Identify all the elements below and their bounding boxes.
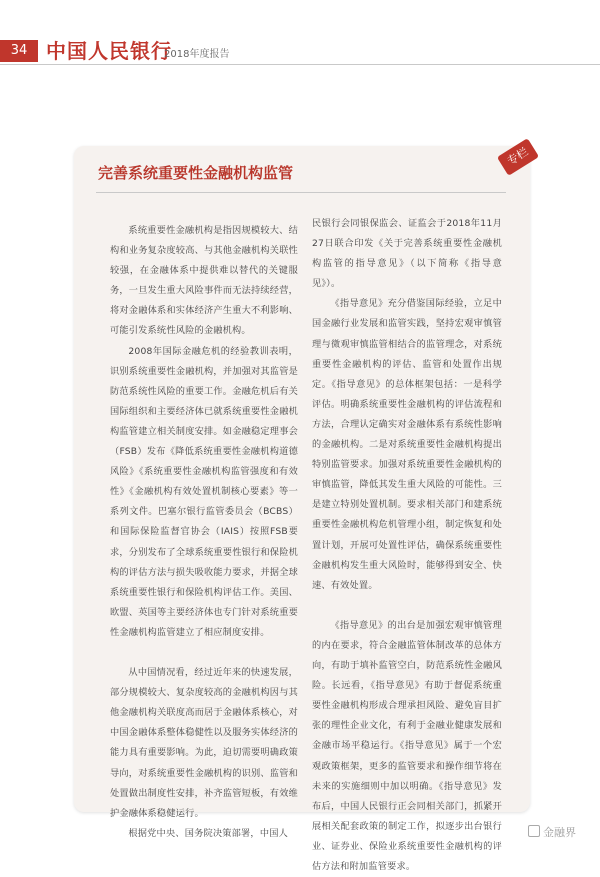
title-divider (96, 192, 506, 193)
page-header (0, 40, 600, 62)
paragraph: 从中国情况看，经过近年来的快速发展，部分规模较大、复杂度较高的金融机构因与其他金融机构关联度高而居于金融体系核心，对中国金融体系整体稳健性以及服务实体经济的能力具有重要影响。为此，迫切需要明确政策导向，对系统重要性金融机构的识别、监管和处置做出制度性安排，补齐监管短板，有效维护金融体系稳健运行。 (110, 667, 298, 819)
paragraph: 《指导意见》充分借鉴国际经验，立足中国金融行业发展和监管实践，坚持宏观审慎管理与微观审慎监管相结合的监管理念，对系统重要性金融机构的评估、监管和处置作出规定。《指导意见》的总体框架包括：一是科学评估。明确系统重要性金融机构的评估流程和方法，合理认定确实对金融体系有系统性影响的金融机构。二是对系统重要性金融机构提出特别监管要求。加强对系统重要性金融机构的审慎监管，降低其发生重大风险的可能性。三是建立特别处置机制。要求相关部门和建系统重要性金融机构危机管理小组，制定恢复和处置计划，开展可处置性评估，确保系统重要性金融机构发生重大风险时，能够得到安全、快速、有效处置。 (312, 298, 502, 591)
paragraph: 根据党中央、国务院决策部署，中国人 (128, 827, 288, 839)
feature-title: 完善系统重要性金融机构监管 (98, 164, 294, 182)
paragraph-spacer (312, 596, 502, 616)
watermark (528, 824, 576, 840)
header-divider (0, 64, 600, 65)
left-column (110, 221, 298, 844)
paragraph: 《指导意见》的出台是加强宏观审慎管理的内在要求，符合金融监管体制改革的总体方向，有助于填补监管空白，防范系统性金融风险。长远看，《指导意见》有助于督促系统重要性金融机构形成合理承担风险、避免盲目扩张的理性企业文化，有利于金融业健康发展和金融市场平稳运行。《指导意见》属于一个宏观政策框架，更多的监管要求和操作细节将在未来的实施细则中加以明确。《指导意见》发布后，中国人民银行正会同相关部门，抓紧开展相关配套政策的制定工作，拟逐步出台银行业、证券业、保险业系统重要性金融机构的评估方法和附加监管要求。 (312, 619, 502, 872)
watermark-logo-icon (528, 825, 540, 837)
column-tag (498, 140, 542, 180)
paragraph-spacer (110, 643, 298, 663)
column-tag-label: 专栏 (497, 138, 539, 176)
watermark-text: 金融界 (543, 826, 576, 839)
paragraph: 系统重要性金融机构是指因规模较大、结构和业务复杂度较高、与其他金融机构关联性较强，在金融体系中提供难以替代的关键服务，一旦发生重大风险事件而无法持续经营，将对金融体系和实体经济产生重大不利影响、可能引发系统性风险的金融机构。 (110, 225, 298, 337)
report-year: 2018年度报告 (164, 49, 230, 60)
pboc-logo-text: 中国人民银行 (46, 39, 172, 63)
paragraph: 民银行会同银保监会、证监会于2018年11月27日联合印发《关于完善系统重要性金融机构监管的指导意见》（以下简称《指导意见》）。 (312, 218, 502, 290)
paragraph: 2008年国际金融危机的经验教训表明，识别系统重要性金融机构，并加强对其监管是防范系统性风险的重要工作。金融危机后有关国际组织和主要经济体已就系统重要性金融机构监管建立相关制度安排。如金融稳定理事会（FSB）发布《降低系统重要性金融机构道德风险》《系统重要性金融机构监管强度和有效性》《金融机构有效处置机制核心要素》等一系列文件。巴塞尔银行监管委员会（BCBS）和国际保险监督官协会（IAIS）按照FSB要求，分别发布了全球系统重要性银行和保险机构的评估方法与损失吸收能力要求，并据全球系统重要性银行和保险机构评估工作。美国、欧盟、英国等主要经济体也专门针对系统重要性金融机构监管建立了相应制度安排。 (110, 345, 298, 638)
page-number: 34 (0, 40, 38, 62)
right-column (312, 214, 502, 877)
